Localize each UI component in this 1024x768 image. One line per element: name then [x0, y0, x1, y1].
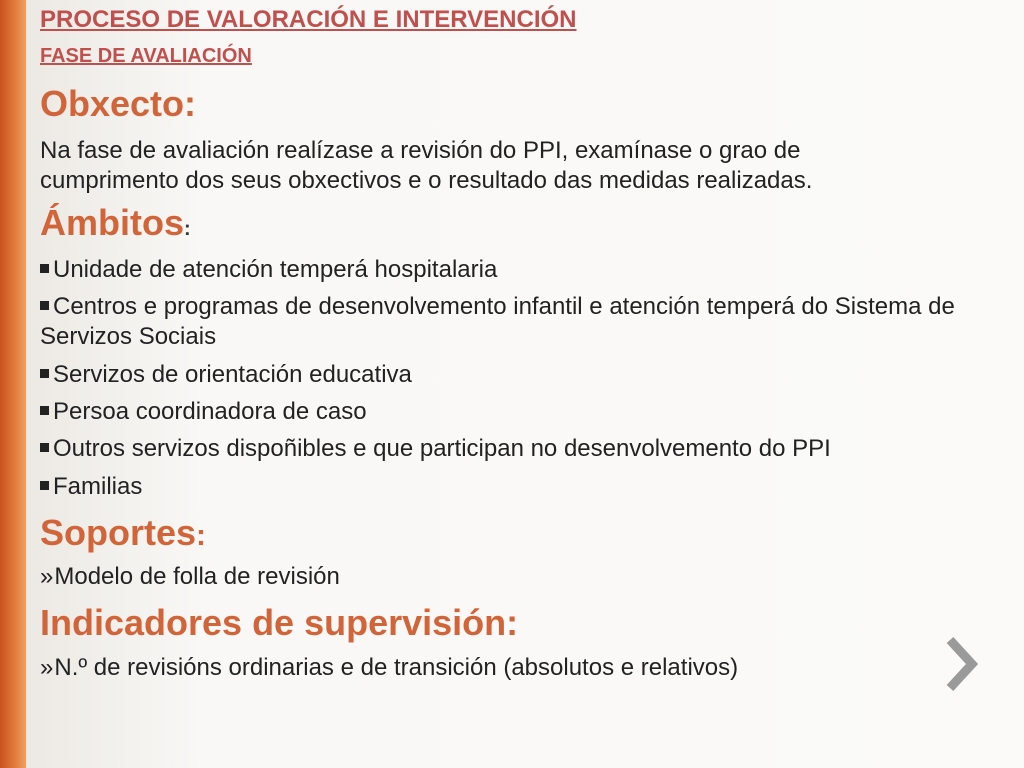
- heading-ambitos-colon: :: [184, 218, 191, 240]
- ambitos-item-text: Centros e programas de desenvolvemento infantil e atención temperá do Sistema de Servizos Sociais: [40, 293, 955, 350]
- ambitos-item: [40, 472, 142, 502]
- ambitos-item-text: Servizos de orientación educativa: [53, 361, 412, 388]
- heading-soportes: [40, 512, 206, 554]
- heading-indicadores: Indicadores de supervisión:: [40, 602, 519, 643]
- square-bullet-icon: [40, 406, 49, 415]
- square-bullet-icon: [40, 369, 49, 378]
- heading-ambitos-label: Ámbitos: [40, 202, 184, 243]
- ambitos-item-text: Persoa coordinadora de caso: [53, 398, 367, 425]
- ambitos-item-text: Unidade de atención temperá hospitalaria: [53, 256, 498, 283]
- heading-soportes-label: Soportes: [40, 512, 197, 553]
- heading-ambitos: [40, 202, 191, 244]
- ambitos-item: [40, 434, 831, 464]
- soportes-item-text: Modelo de folla de revisión: [54, 563, 340, 590]
- ambitos-item-text: Familias: [53, 473, 143, 500]
- heading-obxecto: Obxecto:: [40, 83, 197, 124]
- left-accent-bar: [0, 0, 26, 768]
- chevron-right-icon[interactable]: [942, 634, 982, 694]
- indicadores-item: [40, 653, 738, 683]
- heading-soportes-colon: :: [196, 519, 207, 552]
- ambitos-item: [40, 255, 497, 285]
- obxecto-text: Na fase de avaliación realízase a revisión do PPI, examínase o grao de cumprimento dos seus obxectivos e o resultado das medidas realizadas.: [40, 137, 813, 194]
- raquo-bullet-icon: »: [40, 654, 54, 681]
- square-bullet-icon: [40, 301, 49, 310]
- soportes-item: [40, 562, 340, 592]
- ambitos-item: [40, 292, 990, 352]
- ambitos-item-text: Outros servizos dispoñibles e que participan no desenvolvemento do PPI: [53, 435, 831, 462]
- slide-title: PROCESO DE VALORACIÓN E INTERVENCIÓN: [40, 6, 577, 33]
- ambitos-item: [40, 360, 412, 390]
- indicadores-item-text: N.º de revisións ordinarias e de transición (absolutos e relativos): [54, 654, 739, 681]
- square-bullet-icon: [40, 481, 49, 490]
- square-bullet-icon: [40, 264, 49, 273]
- slide-subtitle: FASE DE AVALIACIÓN: [40, 45, 252, 67]
- square-bullet-icon: [40, 443, 49, 452]
- raquo-bullet-icon: »: [40, 563, 54, 590]
- ambitos-item: [40, 397, 367, 427]
